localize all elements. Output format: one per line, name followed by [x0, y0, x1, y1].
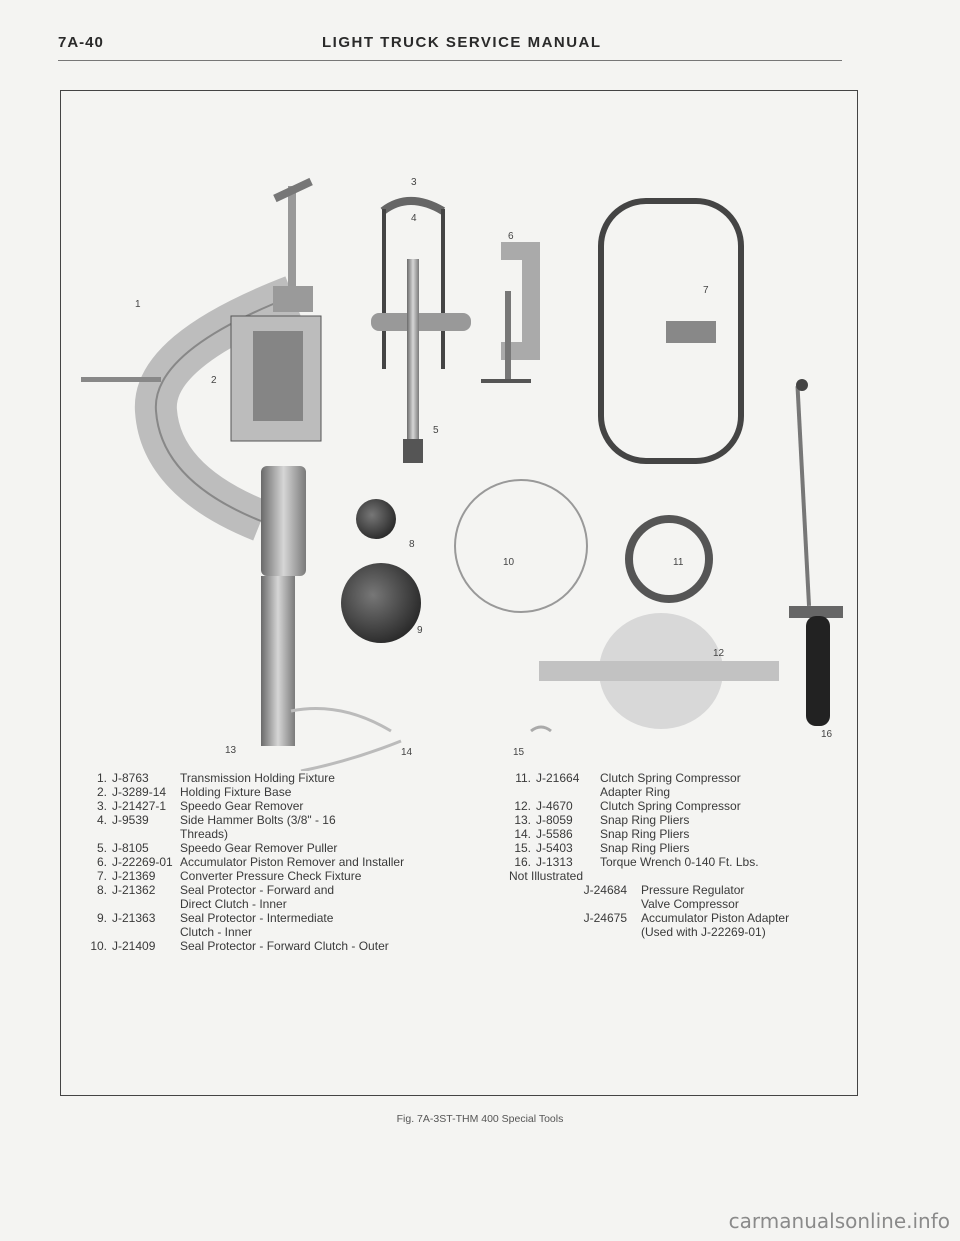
part-number: J-1313: [536, 855, 573, 869]
part-description: Clutch Spring Compressor: [600, 799, 741, 813]
item-number: 10.: [90, 939, 107, 953]
callout-3: 3: [411, 177, 417, 188]
not-illustrated-label: Not Illustrated: [509, 869, 584, 883]
item-number: 2.: [96, 785, 107, 799]
part-number: J-21369: [112, 869, 156, 883]
legend-row: [85, 855, 460, 869]
callout-14: 14: [401, 747, 413, 758]
legend-row: [509, 841, 789, 855]
item-number: 15.: [514, 841, 531, 855]
part-number: J-8059: [536, 813, 573, 827]
item-number: 3.: [96, 799, 107, 813]
legend-row: [85, 785, 460, 799]
legend-row: [85, 883, 460, 911]
adapter-ring-drawing: [629, 519, 709, 599]
part-number: J-5403: [536, 841, 573, 855]
seal-protector-8-drawing: [356, 499, 396, 539]
part-number: J-21427-1: [112, 799, 167, 813]
snap-ring-pliers-drawing: [291, 709, 401, 772]
legend-row: [509, 771, 789, 799]
callout-6: 6: [508, 231, 514, 242]
part-description: Converter Pressure Check Fixture: [180, 869, 362, 883]
header-divider: [58, 60, 842, 61]
legend-row: [509, 827, 789, 841]
part-description: Accumulator Piston Remover and Installer: [180, 855, 405, 869]
page-header: [58, 34, 840, 56]
legend-row: [85, 869, 460, 883]
legend-left: [85, 771, 460, 953]
page-number: 7A-40: [58, 34, 104, 51]
part-number: J-24684: [583, 883, 627, 897]
part-description: Seal Protector - Forward and Direct Clutch - Inner: [180, 883, 335, 911]
spring-compressor-drawing: [539, 613, 779, 729]
part-number: J-21363: [112, 911, 156, 925]
part-description: Holding Fixture Base: [180, 785, 292, 799]
item-number: 16.: [514, 855, 531, 869]
item-number: 9.: [96, 911, 107, 925]
legend-row: [85, 813, 460, 841]
part-description: Snap Ring Pliers: [600, 841, 690, 855]
item-number: 7.: [96, 869, 107, 883]
accumulator-remover-drawing: [481, 251, 531, 383]
callout-16: 16: [821, 729, 833, 740]
callout-11: 11: [673, 557, 684, 568]
tools-photo: [61, 91, 857, 771]
item-number: 11.: [515, 771, 531, 785]
item-number: 12.: [514, 799, 531, 813]
figure-frame: [60, 90, 858, 1096]
part-number: J-9539: [112, 813, 149, 827]
callout-2: 2: [211, 375, 217, 386]
part-description: Side Hammer Bolts (3/8" - 16 Threads): [180, 813, 336, 841]
part-description: Seal Protector - Intermediate Clutch - Inner: [180, 911, 334, 939]
seal-protector-10-drawing: [455, 480, 587, 612]
manual-title: LIGHT TRUCK SERVICE MANUAL: [322, 34, 602, 51]
item-number: 6.: [96, 855, 107, 869]
part-description: Transmission Holding Fixture: [180, 771, 335, 785]
part-description: Clutch Spring Compressor Adapter Ring: [600, 771, 741, 799]
item-number: 1.: [96, 771, 107, 785]
part-description: Speedo Gear Remover Puller: [180, 841, 338, 855]
part-number: J-4670: [536, 799, 573, 813]
callout-15: 15: [513, 747, 525, 758]
callout-8: 8: [409, 539, 415, 550]
callout-13: 13: [225, 745, 237, 756]
part-number: J-8763: [112, 771, 149, 785]
callout-9: 9: [417, 625, 423, 636]
check-fixture-drawing: [601, 201, 741, 461]
legend-row: [509, 813, 789, 827]
not-illustrated-label-row: [509, 869, 789, 883]
legend-row: [85, 911, 460, 939]
part-description: Torque Wrench 0-140 Ft. Lbs.: [600, 855, 759, 869]
part-description: Snap Ring Pliers: [600, 813, 690, 827]
figure-caption: Fig. 7A-3ST-THM 400 Special Tools: [396, 1113, 564, 1125]
part-number: J-21409: [112, 939, 156, 953]
legend-right: [509, 771, 789, 939]
part-number: J-24675: [583, 911, 627, 925]
item-number: 8.: [96, 883, 107, 897]
item-number: 13.: [514, 813, 531, 827]
part-description: Pressure Regulator Valve Compressor: [641, 883, 745, 911]
callout-5: 5: [433, 425, 439, 436]
part-number: J-21362: [112, 883, 156, 897]
item-number: 14.: [514, 827, 531, 841]
legend-row: [509, 855, 789, 869]
gear-remover-puller-drawing: [371, 201, 471, 463]
legend-row: [509, 883, 789, 911]
callout-1: 1: [135, 299, 141, 310]
seal-protector-9-drawing: [341, 563, 421, 643]
part-description: Speedo Gear Remover: [180, 799, 304, 813]
callout-10: 10: [503, 557, 515, 568]
part-number: J-8105: [112, 841, 149, 855]
part-description: Accumulator Piston Adapter (Used with J-22269-01): [641, 911, 790, 939]
holding-fixture-drawing: [81, 178, 313, 746]
item-number: 4.: [96, 813, 107, 827]
legend-row: [85, 771, 460, 785]
part-description: Snap Ring Pliers: [600, 827, 690, 841]
part-number: J-21664: [536, 771, 580, 785]
legend-row: [85, 841, 460, 855]
legend-row: [85, 939, 460, 953]
legend-row: [509, 911, 789, 939]
callout-7: 7: [703, 285, 709, 296]
part-number: J-5586: [536, 827, 573, 841]
item-number: 5.: [96, 841, 107, 855]
callout-12: 12: [713, 648, 725, 659]
part-description: Seal Protector - Forward Clutch - Outer: [180, 939, 389, 953]
part-number: J-22269-01: [112, 855, 173, 869]
callout-4: 4: [411, 213, 417, 224]
watermark: carmanualsonline.info: [728, 1209, 950, 1233]
torque-wrench-drawing: [789, 379, 843, 726]
part-number: J-3289-14: [112, 785, 167, 799]
legend-row: [509, 799, 789, 813]
legend-row: [85, 799, 460, 813]
